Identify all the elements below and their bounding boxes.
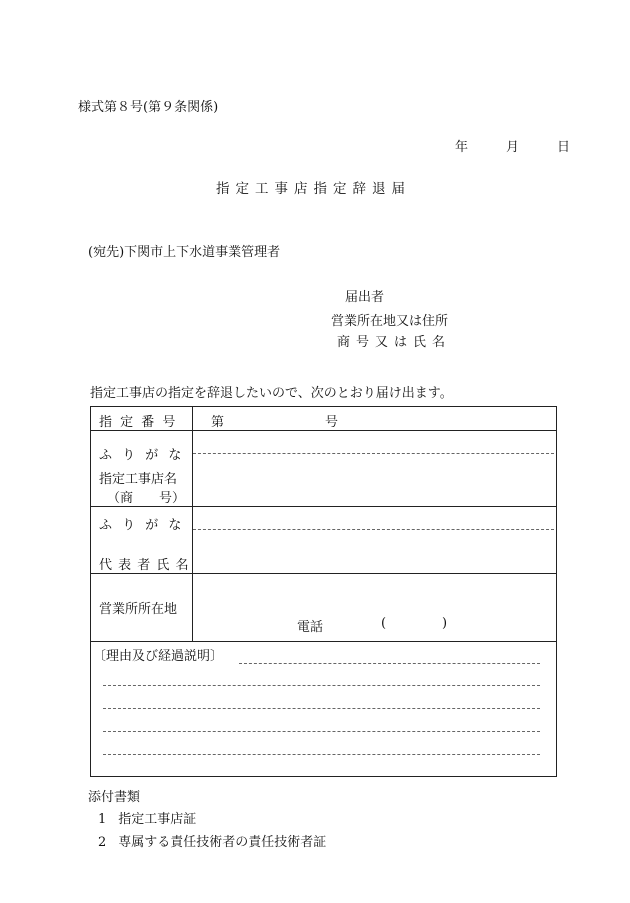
store-name-label: 指定工事店名 <box>99 472 178 487</box>
furigana-dotted-line-2 <box>193 529 554 530</box>
attachment-item <box>98 808 196 827</box>
row-divider <box>91 573 556 574</box>
date-line <box>455 136 570 155</box>
phone-open-paren: ( <box>381 616 387 631</box>
column-divider <box>192 407 193 641</box>
furigana-dotted-line <box>193 453 554 454</box>
intro-text: 指定工事店の指定を辞退したいので、次のとおり届け出ます。 <box>90 386 453 401</box>
office-location-label: 営業所所在地 <box>99 602 178 617</box>
applicant-label: 届出者 <box>345 290 385 305</box>
applicant-address-label: 営業所在地又は住所 <box>331 314 449 329</box>
reason-dotted-line <box>103 754 540 755</box>
attachment-number: 1 <box>98 812 107 827</box>
form-table <box>90 406 557 777</box>
reason-dotted-line <box>103 685 540 686</box>
reason-dotted-line <box>103 731 540 732</box>
reason-dotted-line <box>103 708 540 709</box>
date-month: 月 <box>506 140 520 155</box>
representative-name-label: 代 表 者 氏 名 <box>99 558 190 573</box>
furigana-label-2: ふ り が な <box>99 518 185 533</box>
date-day: 日 <box>557 140 571 155</box>
store-name-sub-label: （商 号） <box>107 491 186 506</box>
date-year: 年 <box>455 140 469 155</box>
furigana-label: ふ り が な <box>99 448 185 463</box>
attachment-text: 専属する責任技術者の責任技術者証 <box>118 835 327 850</box>
designation-number-label: 指 定 番 号 <box>99 415 178 430</box>
attachment-number: 2 <box>98 835 107 850</box>
phone-label: 電話 <box>297 620 324 635</box>
designation-number-suffix: 号 <box>325 415 339 430</box>
applicant-name-label: 商号又は氏名 <box>337 335 452 350</box>
document-title: 指定工事店指定辞退届 <box>216 181 411 197</box>
attachment-item <box>98 831 326 850</box>
attachments-heading: 添付書類 <box>88 790 141 805</box>
designation-number-prefix: 第 <box>211 415 225 430</box>
addressee: (宛先)下関市上下水道事業管理者 <box>88 245 281 260</box>
row-divider <box>91 641 556 642</box>
reason-label: 〔理由及び経過説明〕 <box>93 649 224 664</box>
row-divider <box>91 430 556 431</box>
phone-close-paren: ) <box>442 616 448 631</box>
row-divider <box>91 506 556 507</box>
form-number: 様式第８号(第９条関係) <box>78 100 219 115</box>
attachment-text: 指定工事店証 <box>118 812 197 827</box>
reason-dotted-line <box>239 663 540 664</box>
